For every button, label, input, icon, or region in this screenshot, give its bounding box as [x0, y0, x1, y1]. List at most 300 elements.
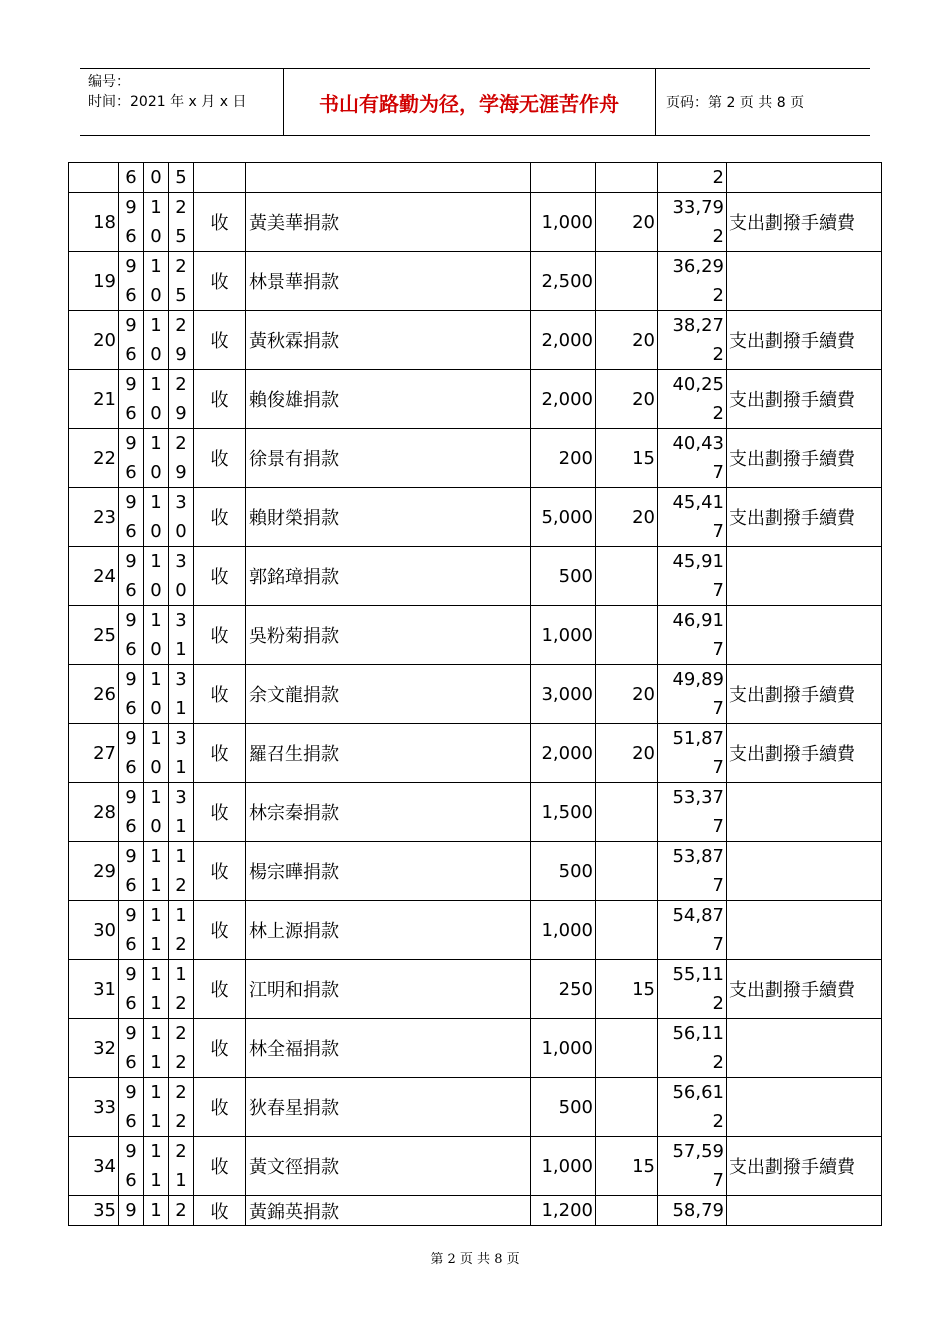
- date-month-cell-line: 1: [150, 315, 162, 336]
- fee-cell: 20: [596, 193, 658, 252]
- row-number-cell: 19: [69, 252, 119, 311]
- date-day-cell-line: 2: [175, 1023, 187, 1044]
- balance-cell-line: 38,27: [672, 315, 724, 336]
- date-month-cell: [144, 370, 169, 429]
- date-year-cell: [119, 783, 144, 842]
- date-day-cell: [169, 163, 194, 193]
- table-row: [69, 370, 882, 429]
- date-day-cell-line: 2: [175, 374, 187, 395]
- date-year-cell: [119, 1019, 144, 1078]
- date-day-cell: [169, 842, 194, 901]
- amount-cell: 1,500: [531, 783, 596, 842]
- date-month-cell: [144, 665, 169, 724]
- date-year-cell-line: 9: [125, 256, 137, 277]
- date-day-cell-line: 1: [175, 846, 187, 867]
- date-year-cell: [119, 1137, 144, 1196]
- row-number-cell: 20: [69, 311, 119, 370]
- date-year-cell: [119, 1078, 144, 1137]
- amount-cell: 1,000: [531, 1137, 596, 1196]
- amount-cell: 1,200: [531, 1196, 596, 1226]
- date-year-cell: [119, 724, 144, 783]
- header-divider-right: [655, 68, 656, 136]
- date-month-cell: [144, 901, 169, 960]
- date-day-cell-line: 3: [175, 787, 187, 808]
- row-number-cell: 28: [69, 783, 119, 842]
- donation-ledger-table: [68, 162, 882, 1226]
- date-year-cell-line: 6: [125, 226, 137, 247]
- date-month-cell-line: 0: [150, 698, 162, 719]
- note-cell: 支出劃撥手續費: [727, 429, 882, 488]
- date-year-cell-line: 6: [125, 344, 137, 365]
- description-cell: 黃文徑捐款: [246, 1137, 531, 1196]
- date-day-cell-line: 2: [175, 1052, 187, 1073]
- balance-cell: [658, 1196, 727, 1226]
- fee-cell: [596, 547, 658, 606]
- table-row: [69, 488, 882, 547]
- date-month-cell-line: 1: [150, 551, 162, 572]
- amount-cell: 2,000: [531, 724, 596, 783]
- amount-cell: [531, 163, 596, 193]
- header-page-info: 页码：第 2 页 共 8 页: [666, 95, 805, 111]
- note-cell: [727, 901, 882, 960]
- note-cell: 支出劃撥手續費: [727, 960, 882, 1019]
- date-year-cell-line: 6: [125, 934, 137, 955]
- description-cell: 江明和捐款: [246, 960, 531, 1019]
- date-month-cell-line: 1: [150, 433, 162, 454]
- balance-cell-line: 2: [712, 1111, 724, 1132]
- amount-cell: 2,500: [531, 252, 596, 311]
- date-day-cell: [169, 783, 194, 842]
- balance-cell-line: 36,29: [672, 256, 724, 277]
- balance-cell: [658, 547, 727, 606]
- date-day-cell-line: 1: [175, 964, 187, 985]
- row-number-cell: 32: [69, 1019, 119, 1078]
- date-month-cell-line: 0: [150, 816, 162, 837]
- balance-cell-line: 45,41: [672, 492, 724, 513]
- balance-cell-line: 54,87: [672, 905, 724, 926]
- balance-cell: [658, 960, 727, 1019]
- date-month-cell-line: 1: [150, 610, 162, 631]
- date-day-cell-line: 3: [175, 669, 187, 690]
- fee-cell: [596, 1196, 658, 1226]
- fee-cell: 20: [596, 724, 658, 783]
- date-year-cell: [119, 606, 144, 665]
- date-year-cell-line: 9: [125, 492, 137, 513]
- row-number-cell: 18: [69, 193, 119, 252]
- description-cell: 林全福捐款: [246, 1019, 531, 1078]
- date-month-cell: [144, 252, 169, 311]
- row-number-cell: 26: [69, 665, 119, 724]
- description-cell: 黃美華捐款: [246, 193, 531, 252]
- entry-type-cell: 收: [194, 370, 246, 429]
- date-day-cell-line: 3: [175, 610, 187, 631]
- date-month-cell-line: 1: [150, 905, 162, 926]
- amount-cell: 500: [531, 1078, 596, 1137]
- date-day-cell: [169, 1137, 194, 1196]
- balance-cell-line: 58,79: [672, 1200, 724, 1221]
- date-month-cell-line: 0: [150, 462, 162, 483]
- balance-cell: [658, 724, 727, 783]
- date-day-cell-line: 2: [175, 1082, 187, 1103]
- date-year-cell: [119, 665, 144, 724]
- table-row: [69, 193, 882, 252]
- date-year-cell-line: 6: [125, 639, 137, 660]
- table-row: [69, 1196, 882, 1226]
- date-month-cell: [144, 163, 169, 193]
- row-number-cell: 25: [69, 606, 119, 665]
- date-month-cell-line: 1: [150, 197, 162, 218]
- balance-cell-line: 7: [712, 639, 724, 660]
- row-number-cell: 33: [69, 1078, 119, 1137]
- serial-label: 编号：: [88, 74, 130, 90]
- date-day-cell: [169, 665, 194, 724]
- balance-cell-line: 2: [712, 1052, 724, 1073]
- fee-cell: 20: [596, 488, 658, 547]
- row-number-cell: 29: [69, 842, 119, 901]
- date-month-cell: [144, 1078, 169, 1137]
- note-cell: 支出劃撥手續費: [727, 370, 882, 429]
- amount-cell: 2,000: [531, 311, 596, 370]
- date-year-cell-line: 9: [125, 610, 137, 631]
- description-cell: 吳粉菊捐款: [246, 606, 531, 665]
- table-row: [69, 1137, 882, 1196]
- table-row: [69, 163, 882, 193]
- note-cell: 支出劃撥手續費: [727, 724, 882, 783]
- fee-cell: 20: [596, 665, 658, 724]
- balance-cell: [658, 252, 727, 311]
- row-number-cell: 21: [69, 370, 119, 429]
- date-year-cell: [119, 163, 144, 193]
- description-cell: 郭銘璋捐款: [246, 547, 531, 606]
- table-row: [69, 1019, 882, 1078]
- page-footer: 第 2 页 共 8 页: [430, 1252, 520, 1267]
- date-day-cell: [169, 1078, 194, 1137]
- note-cell: 支出劃撥手續費: [727, 1137, 882, 1196]
- note-cell: [727, 1019, 882, 1078]
- balance-cell: [658, 665, 727, 724]
- amount-cell: 500: [531, 842, 596, 901]
- date-month-cell-line: 0: [150, 285, 162, 306]
- entry-type-cell: 收: [194, 1078, 246, 1137]
- amount-cell: 1,000: [531, 606, 596, 665]
- note-cell: 支出劃撥手續費: [727, 193, 882, 252]
- amount-cell: 2,000: [531, 370, 596, 429]
- date-year-cell-line: 9: [125, 787, 137, 808]
- balance-cell: [658, 1019, 727, 1078]
- balance-cell-line: 7: [712, 934, 724, 955]
- date-day-cell: [169, 193, 194, 252]
- row-number-cell: 27: [69, 724, 119, 783]
- date-month-cell-line: 1: [150, 1082, 162, 1103]
- description-cell: 賴俊雄捐款: [246, 370, 531, 429]
- balance-cell-line: 53,87: [672, 846, 724, 867]
- balance-cell-line: 33,79: [672, 197, 724, 218]
- balance-cell-line: 2: [712, 344, 724, 365]
- balance-cell-line: 7: [712, 580, 724, 601]
- description-cell: 羅召生捐款: [246, 724, 531, 783]
- date-year-cell-line: 9: [125, 374, 137, 395]
- date-year-cell-line: 9: [125, 669, 137, 690]
- table-row: [69, 252, 882, 311]
- note-cell: [727, 163, 882, 193]
- date-month-cell-line: 1: [150, 846, 162, 867]
- note-cell: [727, 1196, 882, 1226]
- date-day-cell-line: 0: [175, 580, 187, 601]
- table-row: [69, 665, 882, 724]
- fee-cell: [596, 783, 658, 842]
- date-year-cell: [119, 960, 144, 1019]
- date-year-cell: [119, 842, 144, 901]
- date-day-cell-line: 3: [175, 551, 187, 572]
- date-month-cell: [144, 606, 169, 665]
- date-day-cell: [169, 488, 194, 547]
- table-row: [69, 606, 882, 665]
- balance-cell-line: 56,61: [672, 1082, 724, 1103]
- date-year-cell-line: 6: [125, 580, 137, 601]
- entry-type-cell: 收: [194, 252, 246, 311]
- description-cell: 賴財榮捐款: [246, 488, 531, 547]
- table-row: [69, 547, 882, 606]
- date-year-cell-line: 9: [125, 905, 137, 926]
- fee-cell: 15: [596, 1137, 658, 1196]
- description-cell: 狄春星捐款: [246, 1078, 531, 1137]
- date-month-cell-line: 1: [150, 374, 162, 395]
- row-number-cell: [69, 163, 119, 193]
- amount-cell: 200: [531, 429, 596, 488]
- row-number-cell: 23: [69, 488, 119, 547]
- balance-cell-line: 40,25: [672, 374, 724, 395]
- fee-cell: [596, 1019, 658, 1078]
- balance-cell: [658, 163, 727, 193]
- balance-cell-line: 7: [712, 462, 724, 483]
- date-day-cell-line: 2: [175, 1111, 187, 1132]
- row-number-cell: 30: [69, 901, 119, 960]
- entry-type-cell: 收: [194, 842, 246, 901]
- balance-cell: [658, 606, 727, 665]
- date-year-cell-line: 6: [125, 1052, 137, 1073]
- date-month-cell: [144, 783, 169, 842]
- date-year-cell-line: 6: [125, 1170, 137, 1191]
- date-day-cell: [169, 606, 194, 665]
- date-day-cell-line: 2: [175, 934, 187, 955]
- date-month-cell: [144, 429, 169, 488]
- date-month-cell-line: 0: [150, 344, 162, 365]
- balance-cell-line: 57,59: [672, 1141, 724, 1162]
- date-day-cell-line: 9: [175, 403, 187, 424]
- date-year-cell-line: 9: [125, 551, 137, 572]
- header-motto: 书山有路勤为径，学海无涯苦作舟: [319, 91, 619, 116]
- date-month-cell-line: 1: [150, 993, 162, 1014]
- balance-cell-line: 49,89: [672, 669, 724, 690]
- date-day-cell-line: 2: [175, 1141, 187, 1162]
- date-month-cell-line: 0: [150, 757, 162, 778]
- note-cell: [727, 606, 882, 665]
- date-day-cell: [169, 1019, 194, 1078]
- date-day-cell-line: 2: [175, 256, 187, 277]
- date-month-cell-line: 0: [150, 521, 162, 542]
- table-row: [69, 429, 882, 488]
- date-year-cell-line: 9: [125, 433, 137, 454]
- date-year-cell-line: 6: [125, 403, 137, 424]
- date-year-cell-line: 6: [125, 757, 137, 778]
- balance-cell-line: 56,11: [672, 1023, 724, 1044]
- description-cell: 黃錦英捐款: [246, 1196, 531, 1226]
- date-year-cell: [119, 252, 144, 311]
- date-year-cell-line: 9: [125, 728, 137, 749]
- table-row: [69, 1078, 882, 1137]
- fee-cell: 20: [596, 311, 658, 370]
- balance-cell-line: 2: [712, 403, 724, 424]
- date-day-cell-line: 5: [175, 285, 187, 306]
- amount-cell: 5,000: [531, 488, 596, 547]
- date-month-cell-line: 1: [150, 1200, 162, 1221]
- balance-cell: [658, 901, 727, 960]
- page-header: [80, 68, 870, 136]
- description-cell: [246, 163, 531, 193]
- table-row: [69, 311, 882, 370]
- balance-cell: [658, 429, 727, 488]
- row-number-cell: 31: [69, 960, 119, 1019]
- balance-cell-line: 46,91: [672, 610, 724, 631]
- date-day-cell-line: 2: [175, 875, 187, 896]
- balance-cell-line: 2: [712, 285, 724, 306]
- balance-cell-line: 7: [712, 875, 724, 896]
- date-year-cell-line: 6: [125, 462, 137, 483]
- date-month-cell-line: 0: [150, 639, 162, 660]
- description-cell: 徐景有捐款: [246, 429, 531, 488]
- date-year-cell: [119, 488, 144, 547]
- description-cell: 余文龍捐款: [246, 665, 531, 724]
- description-cell: 林上源捐款: [246, 901, 531, 960]
- balance-cell: [658, 783, 727, 842]
- date-year-cell: [119, 1196, 144, 1226]
- date-day-cell-line: 9: [175, 344, 187, 365]
- balance-cell-line: 40,43: [672, 433, 724, 454]
- date-day-cell: [169, 960, 194, 1019]
- date-day-cell: [169, 901, 194, 960]
- date-day-cell: [169, 547, 194, 606]
- date-year-cell-line: 6: [125, 167, 137, 188]
- date-month-cell-line: 1: [150, 1023, 162, 1044]
- date-day-cell-line: 1: [175, 1170, 187, 1191]
- date-year-cell-line: 6: [125, 1111, 137, 1132]
- date-month-cell-line: 0: [150, 580, 162, 601]
- entry-type-cell: 收: [194, 1019, 246, 1078]
- note-cell: [727, 1078, 882, 1137]
- date-month-cell: [144, 842, 169, 901]
- date-year-cell-line: 6: [125, 521, 137, 542]
- note-cell: [727, 842, 882, 901]
- date-month-cell-line: 1: [150, 256, 162, 277]
- balance-cell-line: 7: [712, 757, 724, 778]
- description-cell: 林景華捐款: [246, 252, 531, 311]
- date-day-cell-line: 1: [175, 905, 187, 926]
- amount-cell: 3,000: [531, 665, 596, 724]
- entry-type-cell: 收: [194, 488, 246, 547]
- date-year-cell-line: 6: [125, 285, 137, 306]
- date-year-cell: [119, 547, 144, 606]
- entry-type-cell: 收: [194, 1196, 246, 1226]
- balance-cell-line: 51,87: [672, 728, 724, 749]
- date-year-cell: [119, 429, 144, 488]
- date-month-cell: [144, 960, 169, 1019]
- entry-type-cell: 收: [194, 547, 246, 606]
- date-month-cell: [144, 547, 169, 606]
- date-month-cell: [144, 1019, 169, 1078]
- balance-cell: [658, 842, 727, 901]
- ledger-body: [69, 163, 882, 1226]
- date-month-cell-line: 1: [150, 964, 162, 985]
- balance-cell: [658, 311, 727, 370]
- date-text: 时间：2021 年 x 月 x 日: [88, 94, 247, 110]
- date-month-cell-line: 1: [150, 1170, 162, 1191]
- entry-type-cell: 收: [194, 901, 246, 960]
- description-cell: 林宗秦捐款: [246, 783, 531, 842]
- date-day-cell-line: 5: [175, 167, 187, 188]
- balance-cell: [658, 1137, 727, 1196]
- description-cell: 楊宗曄捐款: [246, 842, 531, 901]
- date-month-cell: [144, 1196, 169, 1226]
- date-year-cell-line: 9: [125, 315, 137, 336]
- balance-cell-line: 45,91: [672, 551, 724, 572]
- date-month-cell: [144, 311, 169, 370]
- balance-cell-line: 7: [712, 698, 724, 719]
- date-day-cell-line: 3: [175, 728, 187, 749]
- date-month-cell-line: 1: [150, 1111, 162, 1132]
- balance-cell-line: 7: [712, 1170, 724, 1191]
- balance-cell-line: 53,37: [672, 787, 724, 808]
- fee-cell: 15: [596, 429, 658, 488]
- table-row: [69, 960, 882, 1019]
- note-cell: 支出劃撥手續費: [727, 488, 882, 547]
- entry-type-cell: 收: [194, 1137, 246, 1196]
- date-year-cell-line: 6: [125, 875, 137, 896]
- date-month-cell-line: 0: [150, 226, 162, 247]
- entry-type-cell: 收: [194, 724, 246, 783]
- entry-type-cell: 收: [194, 606, 246, 665]
- date-year-cell-line: 6: [125, 698, 137, 719]
- date-year-cell-line: 9: [125, 197, 137, 218]
- row-number-cell: 35: [69, 1196, 119, 1226]
- fee-cell: [596, 842, 658, 901]
- entry-type-cell: 收: [194, 665, 246, 724]
- date-day-cell-line: 2: [175, 315, 187, 336]
- balance-cell: [658, 1078, 727, 1137]
- table-row: [69, 842, 882, 901]
- date-year-cell: [119, 901, 144, 960]
- date-year-cell-line: 9: [125, 846, 137, 867]
- date-day-cell-line: 5: [175, 226, 187, 247]
- note-cell: [727, 783, 882, 842]
- fee-cell: [596, 606, 658, 665]
- date-year-cell-line: 9: [125, 1082, 137, 1103]
- date-day-cell-line: 9: [175, 462, 187, 483]
- entry-type-cell: [194, 163, 246, 193]
- balance-cell-line: 2: [712, 226, 724, 247]
- date-month-cell: [144, 1137, 169, 1196]
- date-day-cell: [169, 252, 194, 311]
- row-number-cell: 24: [69, 547, 119, 606]
- fee-cell: [596, 163, 658, 193]
- note-cell: [727, 547, 882, 606]
- date-year-cell-line: 9: [125, 1141, 137, 1162]
- note-cell: 支出劃撥手續費: [727, 311, 882, 370]
- date-month-cell-line: 1: [150, 728, 162, 749]
- amount-cell: 1,000: [531, 901, 596, 960]
- entry-type-cell: 收: [194, 311, 246, 370]
- date-month-cell-line: 1: [150, 1052, 162, 1073]
- date-month-cell: [144, 193, 169, 252]
